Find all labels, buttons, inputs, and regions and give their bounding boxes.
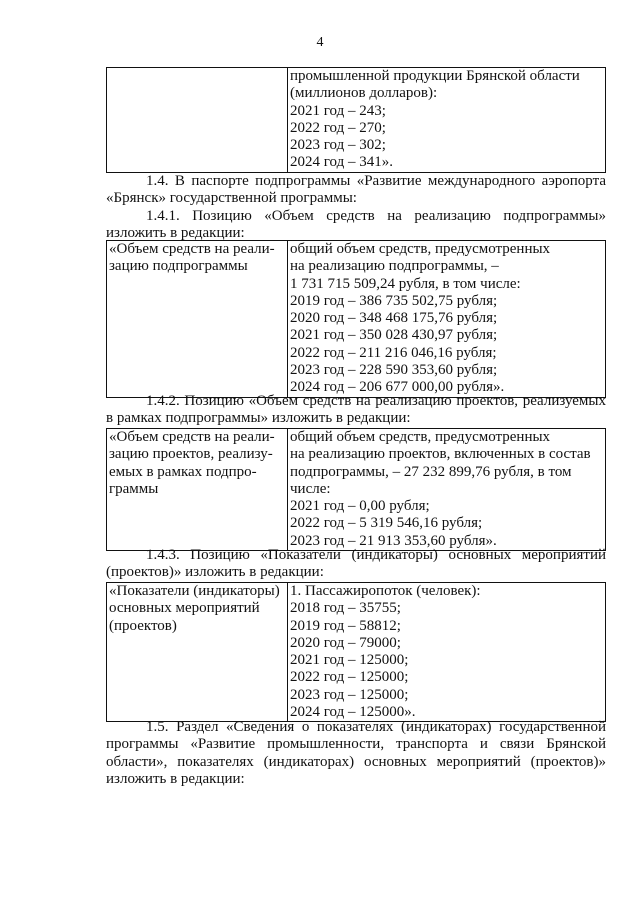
text-line: 1 731 715 509,24 рубля, в том числе: bbox=[290, 275, 521, 292]
text-line: 1.4. В паспорте подпрограммы «Развитие международного аэропорта bbox=[146, 173, 606, 189]
table-left-cell bbox=[107, 583, 288, 722]
page-number: 4 bbox=[316, 35, 324, 50]
text-line: на реализацию подпрограммы, – bbox=[290, 258, 499, 275]
text-line: 1.4.2. Позицию «Объем средств на реализацию проектов, реализуемых bbox=[146, 393, 606, 409]
text-line: 2023 год – 228 590 353,60 рубля; bbox=[290, 362, 498, 379]
text-line: 2021 год – 350 028 430,97 рубля; bbox=[290, 327, 498, 344]
text-line: числе: bbox=[290, 480, 331, 497]
text-line: 2023 год – 21 913 353,60 рубля». bbox=[290, 532, 497, 549]
text-line: 2022 год – 270; bbox=[290, 119, 386, 136]
text-line: 2019 год – 58812; bbox=[290, 617, 401, 634]
table-funding-projects bbox=[106, 428, 606, 551]
paragraph-1-4-2 bbox=[106, 393, 606, 428]
text-line: 2022 год – 5 319 546,16 рубля; bbox=[290, 515, 483, 532]
paragraph-1-4 bbox=[106, 173, 606, 208]
text-line: 2021 год – 0,00 рубля; bbox=[290, 498, 430, 515]
text-line: «Объем средств на реали- bbox=[109, 429, 275, 445]
text-line: 1.5. Раздел «Сведения о показателях (индикаторах) государственной bbox=[146, 719, 606, 735]
table-continuation bbox=[106, 67, 606, 173]
text-line: 2024 год – 341». bbox=[290, 154, 393, 171]
text-line: «Объем средств на реали- bbox=[109, 241, 275, 257]
text-line: 2019 год – 386 735 502,75 рубля; bbox=[290, 292, 498, 309]
text-line: 2022 год – 125000; bbox=[290, 669, 409, 686]
text-line: граммы bbox=[109, 480, 159, 497]
text-line: промышленной продукции Брянской области bbox=[290, 68, 580, 84]
table-funding-subprogram bbox=[106, 240, 606, 398]
text-line: (проектов)» изложить в редакции: bbox=[106, 564, 324, 581]
text-line: подпрограммы, – 27 232 899,76 рубля, в том bbox=[290, 463, 572, 480]
text-line: общий объем средств, предусмотренных bbox=[290, 429, 551, 445]
text-line: изложить в редакции: bbox=[106, 225, 245, 242]
text-line: 2020 год – 348 468 175,76 рубля; bbox=[290, 310, 498, 327]
table-left-cell bbox=[107, 68, 288, 173]
paragraph-1-4-1 bbox=[106, 208, 606, 243]
text-line: 2021 год – 243; bbox=[290, 102, 386, 119]
text-line: программы «Развитие промышленности, транспорта и связи Брянской bbox=[106, 736, 606, 753]
text-line: зацию проектов, реализу- bbox=[109, 446, 273, 463]
table-left-cell bbox=[107, 429, 288, 551]
table-right-cell bbox=[288, 68, 606, 173]
text-line: области», показателях (индикаторах) основных мероприятий (проектов)» bbox=[106, 753, 606, 770]
text-line: 2023 год – 125000; bbox=[290, 686, 409, 703]
text-line: 2018 год – 35755; bbox=[290, 600, 401, 617]
text-line: 2024 год – 125000». bbox=[290, 704, 416, 721]
text-line: 2020 год – 79000; bbox=[290, 634, 401, 651]
text-line: 1.4.1. Позицию «Объем средств на реализацию подпрограммы» bbox=[146, 208, 606, 224]
table-left-cell bbox=[107, 241, 288, 398]
text-line: на реализацию проектов, включенных в состав bbox=[290, 446, 591, 463]
paragraph-1-4-3 bbox=[106, 547, 606, 582]
text-line: (миллионов долларов): bbox=[290, 85, 438, 102]
text-line: в рамках подпрограммы» изложить в редакции: bbox=[106, 410, 411, 427]
table-right-cell bbox=[288, 241, 606, 398]
text-line: 1. Пассажиропоток (человек): bbox=[290, 583, 481, 599]
text-line: изложить в редакции: bbox=[106, 770, 245, 787]
text-line: 2022 год – 211 216 046,16 рубля; bbox=[290, 344, 497, 361]
text-line: емых в рамках подпро- bbox=[109, 463, 257, 480]
text-line: 2024 год – 206 677 000,00 рубля». bbox=[290, 379, 505, 396]
text-line: «Показатели (индикаторы) bbox=[109, 583, 280, 599]
text-line: 1.4.3. Позицию «Показатели (индикаторы) основных мероприятий bbox=[146, 547, 606, 563]
text-line: (проектов) bbox=[109, 617, 177, 634]
text-line: зацию подпрограммы bbox=[109, 258, 248, 275]
text-line: основных мероприятий bbox=[109, 600, 260, 617]
text-line: общий объем средств, предусмотренных bbox=[290, 241, 551, 257]
table-right-cell bbox=[288, 429, 606, 551]
text-line: 2021 год – 125000; bbox=[290, 652, 409, 669]
table-right-cell bbox=[288, 583, 606, 722]
table-indicators bbox=[106, 582, 606, 722]
text-line: 2023 год – 302; bbox=[290, 137, 386, 154]
paragraph-1-5 bbox=[106, 719, 606, 788]
text-line: «Брянск» государственной программы: bbox=[106, 190, 357, 207]
